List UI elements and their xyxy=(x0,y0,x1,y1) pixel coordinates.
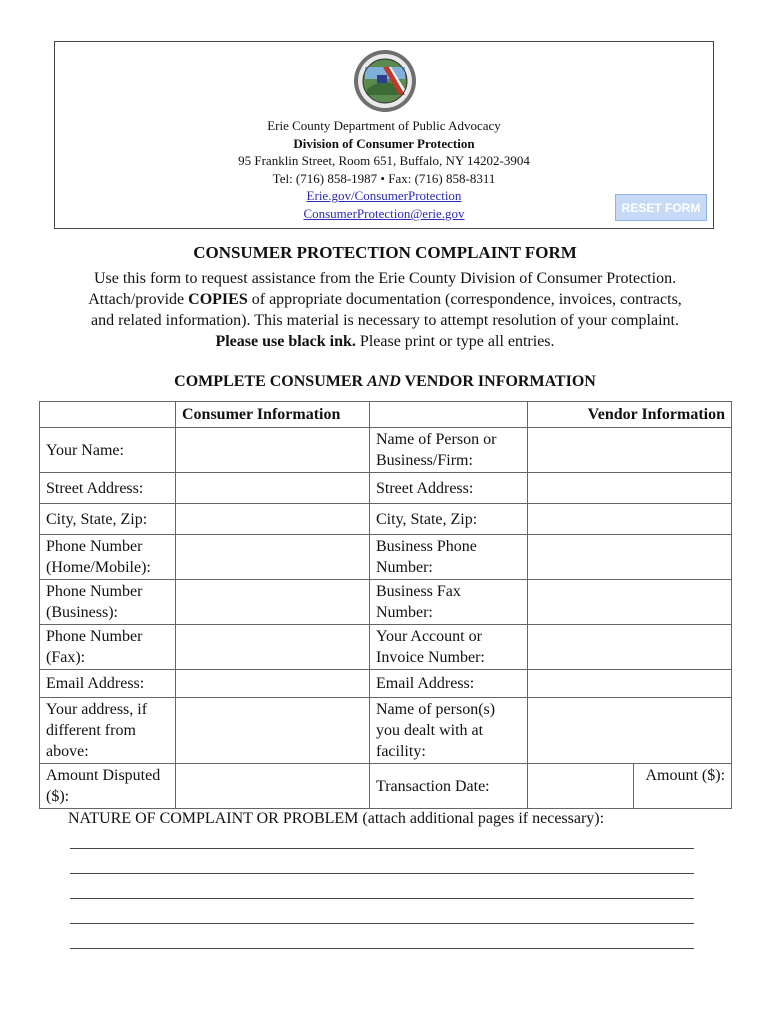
vendor-label: Name of Person or Business/Firm: xyxy=(370,428,528,473)
consumer-label: Your address, if different from above: xyxy=(40,698,176,764)
vendor-label: Street Address: xyxy=(370,473,528,504)
vendor-city-field[interactable] xyxy=(528,504,732,535)
consumer-label: Phone Number (Home/Mobile): xyxy=(40,535,176,580)
consumer-label: Your Name: xyxy=(40,428,176,473)
email-link[interactable]: ConsumerProtection@erie.gov xyxy=(303,205,465,221)
consumer-label: Email Address: xyxy=(40,670,176,698)
vendor-street-field[interactable] xyxy=(528,473,732,504)
agency-name: Erie County Department of Public Advocacy xyxy=(267,118,501,133)
complaint-label: NATURE OF COMPLAINT OR PROBLEM (attach additional pages if necessary): xyxy=(68,810,605,827)
vendor-email-field[interactable] xyxy=(528,670,732,698)
consumer-label: Street Address: xyxy=(40,473,176,504)
agency-address: 95 Franklin Street, Room 651, Buffalo, NY 14202-3904 xyxy=(238,153,530,169)
website-link[interactable]: Erie.gov/ConsumerProtection xyxy=(306,188,462,204)
form-title: CONSUMER PROTECTION COMPLAINT FORM xyxy=(193,243,577,262)
contact-person-field[interactable] xyxy=(528,698,732,764)
business-fax-field[interactable] xyxy=(528,580,732,625)
alt-address-field[interactable] xyxy=(176,698,370,764)
complaint-line[interactable] xyxy=(70,873,694,874)
consumer-info-header: Consumer Information xyxy=(176,402,370,428)
vendor-label: Transaction Date: xyxy=(370,764,528,809)
reset-form-button[interactable]: RESET FORM xyxy=(615,194,707,221)
vendor-label: Email Address: xyxy=(370,670,528,698)
consumer-label: Phone Number (Business): xyxy=(40,580,176,625)
consumer-fax-field[interactable] xyxy=(176,625,370,670)
business-phone-field[interactable] xyxy=(528,535,732,580)
agency-phones: Tel: (716) 858-1987 • Fax: (716) 858-8311 xyxy=(272,170,496,186)
amount-label[interactable]: Amount ($): xyxy=(634,764,732,809)
consumer-home-phone-field[interactable] xyxy=(176,535,370,580)
complaint-line[interactable] xyxy=(70,898,694,899)
consumer-label: City, State, Zip: xyxy=(40,504,176,535)
division-name: Division of Consumer Protection xyxy=(293,135,475,151)
your-name-field[interactable] xyxy=(176,428,370,473)
vendor-label: Name of person(s) you dealt with at facility: xyxy=(370,698,528,764)
complaint-line[interactable] xyxy=(70,948,694,949)
section-title: COMPLETE CONSUMER AND VENDOR INFORMATION xyxy=(174,373,596,390)
amount-disputed-field[interactable] xyxy=(176,764,370,809)
vendor-info-header: Vendor Information xyxy=(528,402,732,428)
complaint-line[interactable] xyxy=(70,923,694,924)
consumer-label: Phone Number (Fax): xyxy=(40,625,176,670)
account-number-field[interactable] xyxy=(528,625,732,670)
complaint-line[interactable] xyxy=(70,848,694,849)
consumer-vendor-table xyxy=(39,401,732,809)
intro-paragraph: Use this form to request assistance from the Erie County Division of Consumer Protection. Attach/provide COPIES of appropriate documentation (correspondence, invoices, contracts, and related information). This material is necessary to attempt resolution of your complaint. Please use black ink. Please print or type all entries. xyxy=(88,270,682,350)
consumer-email-field[interactable] xyxy=(176,670,370,698)
consumer-city-field[interactable] xyxy=(176,504,370,535)
vendor-label: Your Account or Invoice Number: xyxy=(370,625,528,670)
consumer-label: Amount Disputed ($): xyxy=(40,764,176,809)
consumer-street-field[interactable] xyxy=(176,473,370,504)
county-seal-icon xyxy=(353,49,417,113)
vendor-name-field[interactable] xyxy=(528,428,732,473)
vendor-label: Business Fax Number: xyxy=(370,580,528,625)
vendor-label: Business Phone Number: xyxy=(370,535,528,580)
consumer-business-phone-field[interactable] xyxy=(176,580,370,625)
vendor-label: City, State, Zip: xyxy=(370,504,528,535)
transaction-date-field[interactable] xyxy=(528,764,634,809)
header-box xyxy=(54,41,714,229)
